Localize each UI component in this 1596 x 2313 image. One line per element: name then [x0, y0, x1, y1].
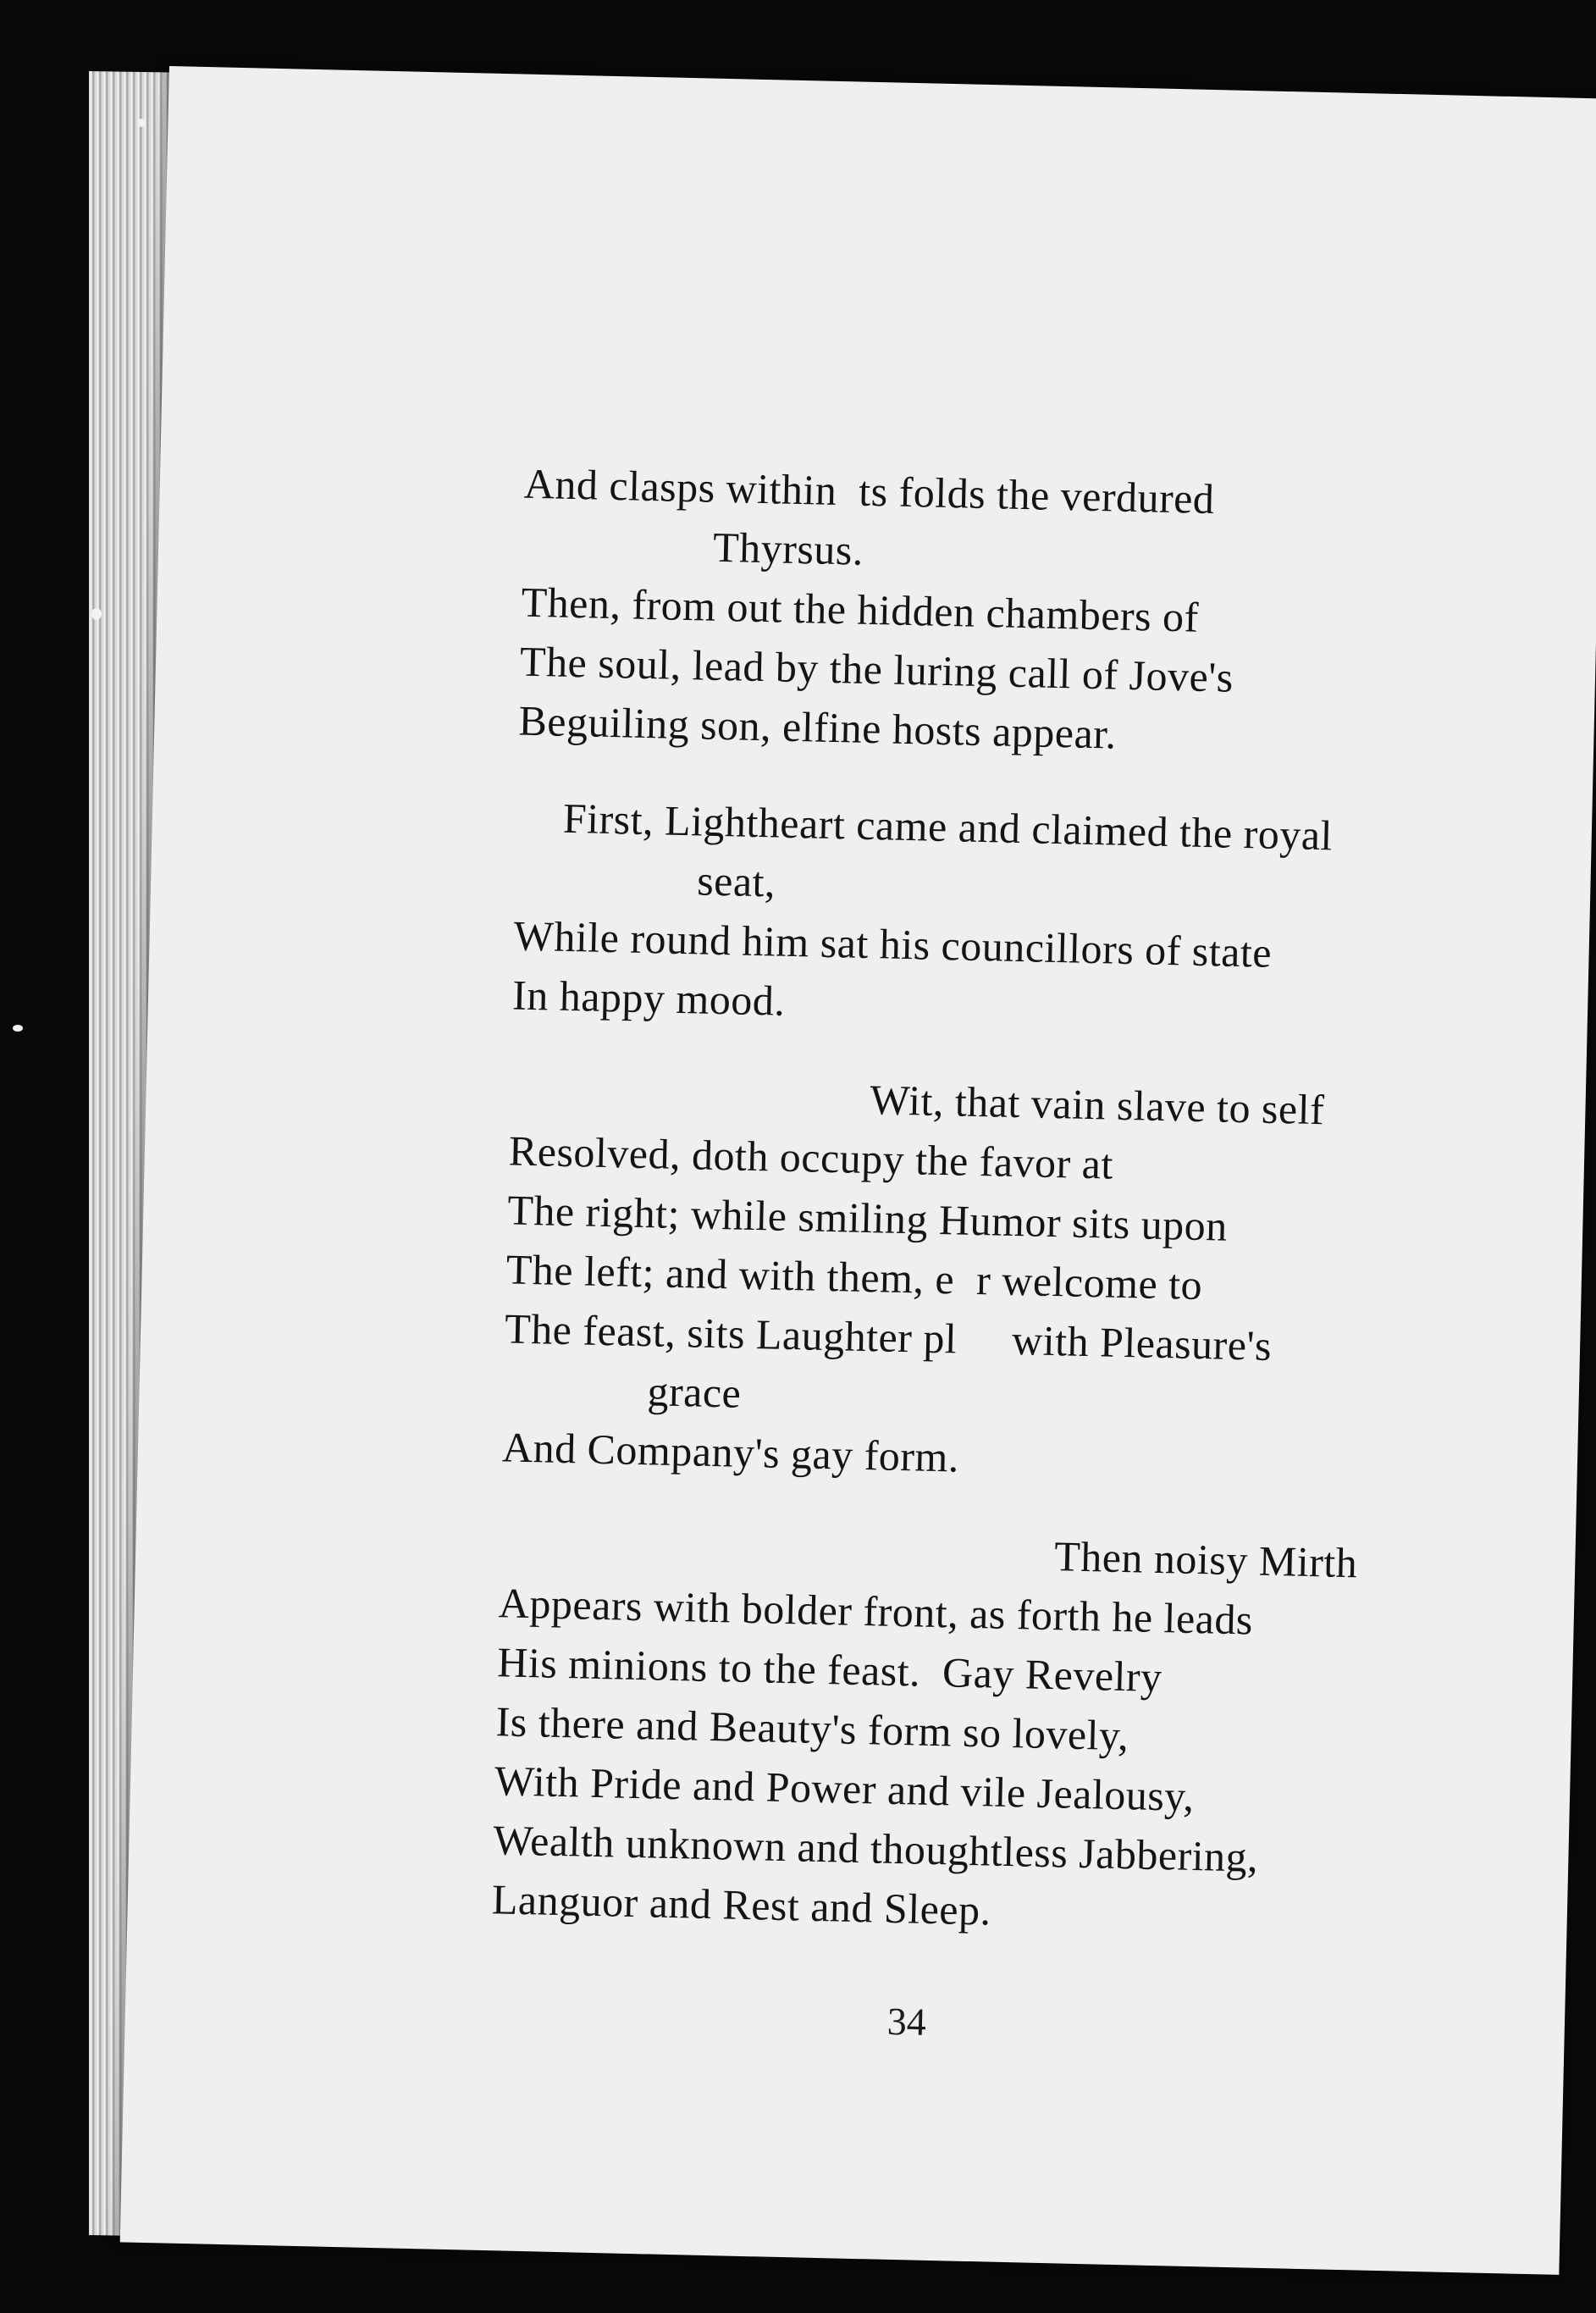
- page-number: 34: [886, 1999, 927, 2044]
- poem-line: Beguiling son, elfine hosts appear.: [517, 696, 1118, 758]
- dust-speck: [91, 608, 102, 620]
- poem-line: Then noisy Mirth: [1053, 1532, 1358, 1587]
- poem-line: The right; while smiling Humor sits upon: [506, 1186, 1229, 1250]
- poem-line: While round him sat his councillors of state: [513, 911, 1273, 977]
- poem-line: The left; and with them, e r welcome to: [505, 1245, 1203, 1309]
- poem-line: Appears with bolder front, as forth he leads: [498, 1579, 1254, 1644]
- poem-line: With Pride and Power and vile Jealousy,: [494, 1757, 1196, 1820]
- poem-line: First, Lightheart came and claimed the royal: [562, 794, 1334, 860]
- poem-line: In happy mood.: [511, 971, 787, 1025]
- poem-line: Languor and Rest and Sleep.: [491, 1875, 992, 1934]
- book-page: [120, 66, 1596, 2275]
- word: And clasps within ts folds the verdured: [523, 459, 1216, 523]
- dust-speck: [138, 119, 145, 127]
- poem-line: seat,: [696, 856, 776, 906]
- poem-line: Then, from out the hidden chambers of: [521, 578, 1200, 641]
- poem-line: Wealth unknown and thoughtless Jabbering,: [492, 1816, 1259, 1881]
- poem-line: Is there and Beauty's form so lovely,: [495, 1697, 1129, 1760]
- poem-line: And Company's gay form.: [501, 1423, 960, 1481]
- poem-line: grace: [647, 1367, 742, 1417]
- poem-text: [491, 454, 1557, 1952]
- poem-line: Wit, that vain slave to self: [869, 1076, 1325, 1134]
- poem-line: Thyrsus.: [712, 523, 864, 574]
- poem-line: His minions to the feast. Gay Revelry: [496, 1638, 1163, 1702]
- poem-line: The soul, lead by the luring call of Jove's: [519, 637, 1234, 701]
- poem-line: Resolved, doth occupy the favor at: [508, 1126, 1114, 1188]
- poem-line: The feast, sits Laughter pl with Pleasure's: [504, 1304, 1273, 1370]
- dust-speck: [13, 1025, 23, 1032]
